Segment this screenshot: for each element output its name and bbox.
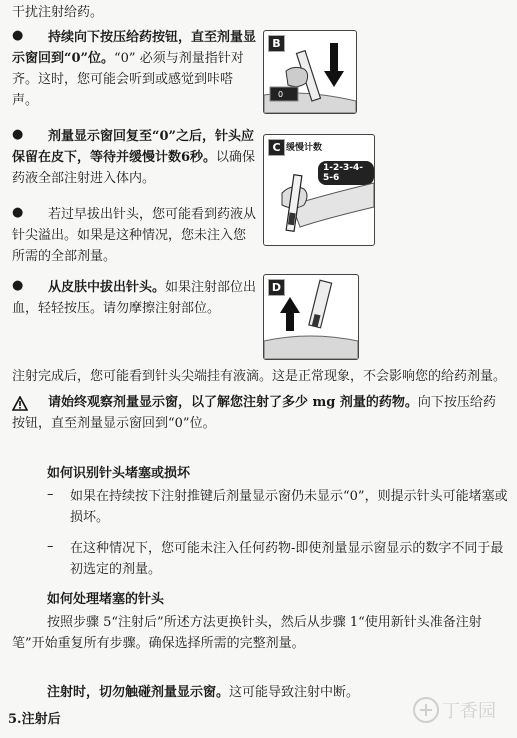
step-remove-needle-rest: 如果注射部位出血，轻轻按压。请勿摩擦注射部位。: [12, 280, 257, 316]
blocked-consequence-item: 在这种情况下，您可能未注入任何药物-即使剂量显示窗显示的数字不同于最初选定的剂量。: [70, 541, 504, 577]
step-remove-needle-text: [12, 277, 257, 319]
warning-bold: 请始终观察剂量显示窗，以了解您注射了多少 mg 剂量的药物。: [48, 395, 418, 410]
blocked-sign-item: 如果在持续按下注射推键后剂量显示窗仍未显示“0”，则提示针头可能堵塞或损坏。: [70, 489, 508, 525]
figure-badge: D: [268, 279, 285, 296]
figure-c-slow-count: [263, 134, 375, 246]
warning-rest: 向下按压给药按钮，直至剂量显示窗回到“0”位。: [12, 395, 496, 431]
dose-zero-glyph: 0: [278, 90, 284, 99]
caution-rest: 这可能导致注射中断。: [229, 685, 360, 700]
step-early-removal-text: 若过早拔出针头，您可能看到药液从针尖溢出。如果是这种情况，您未注入您所需的全部剂量。: [12, 207, 257, 264]
handle-blocked-heading: 如何处理堵塞的针头: [47, 592, 165, 607]
intro-continuation: 干扰注射给药。: [12, 5, 104, 20]
pen-press-illustration: [264, 31, 356, 113]
up-arrow-icon: [280, 297, 300, 313]
watermark-logo: [410, 690, 510, 732]
step-count-bold: 剂量显示窗回复至“0”之后，针头应保留在皮下，等待并缓慢计数6秒。: [12, 129, 255, 165]
bullet-dot: ●: [12, 278, 24, 293]
figure-d-remove-needle: [263, 274, 359, 360]
handle-blocked-text: 按照步骤 5“注射后”所述方法更换针头，然后从步骤 1“使用新针头准备注射笔”开始重复所有步骤。确保选择所需的完整剂量。: [12, 615, 482, 651]
step-hold-button-text: [12, 27, 257, 111]
step-count-text: [12, 126, 257, 189]
section-heading-after-injection: 5.注射后: [8, 712, 61, 727]
watermark-text: 丁香园: [442, 701, 496, 722]
step-hold-button-rest: “0” 必须与剂量指针对齐。这时，您可能会听到或感觉到咔嗒声。: [12, 51, 244, 108]
down-arrow-icon: [324, 71, 344, 87]
needle-removal-illustration: [264, 275, 358, 359]
step-hold-button-bold: 持续向下按压给药按钮，直至剂量显示窗回到“0”位。: [12, 30, 257, 66]
list-dash: –: [47, 539, 54, 554]
figure-badge: C: [268, 139, 285, 156]
bullet-dot: ●: [12, 28, 24, 43]
figure-badge: B: [268, 35, 285, 52]
bullet-dot: ●: [12, 205, 24, 220]
step-count-rest: 以确保药液全部注射进入体内。: [12, 150, 256, 186]
blocked-needle-heading: 如何识别针头堵塞或损坏: [47, 466, 191, 481]
arm-injection-illustration: [264, 135, 374, 245]
list-dash: –: [47, 487, 54, 502]
caution-bold: 注射时，切勿触碰剂量显示窗。: [47, 685, 230, 700]
figure-b-press-button: [263, 30, 357, 114]
step-remove-needle-bold: 从皮肤中拔出针头。: [48, 280, 166, 295]
count-sequence: 1-2-3-4-5-6: [318, 161, 374, 185]
warning-text: [12, 392, 507, 434]
after-injection-note: 注射完成后，您可能看到针头尖端挂有液滴。这是正常现象，不会影响您的给药剂量。: [12, 369, 507, 384]
bullet-dot: ●: [12, 127, 24, 142]
figure-caption: 缓慢计数: [286, 143, 323, 153]
